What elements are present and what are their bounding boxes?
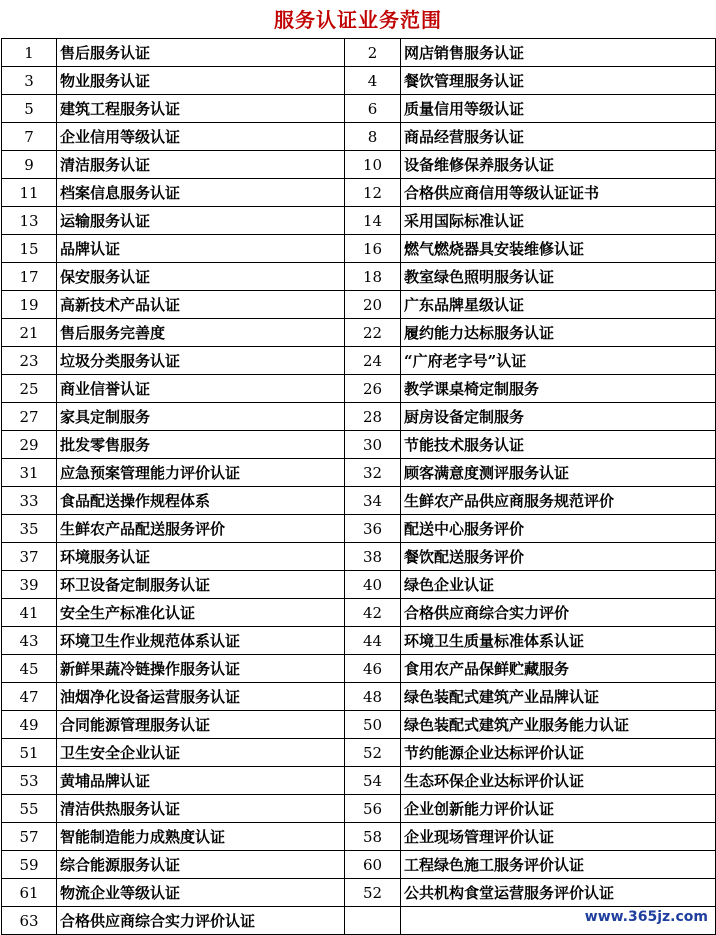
item-name: 燃气燃烧器具安装维修认证 — [401, 235, 716, 263]
table-row — [2, 655, 716, 683]
item-name: 企业信用等级认证 — [57, 123, 345, 151]
table-row — [2, 347, 716, 375]
item-number: 57 — [2, 823, 57, 851]
page-title: 服务认证业务范围 — [274, 8, 442, 32]
item-number: 8 — [345, 123, 401, 151]
item-name: 生态环保企业达标评价认证 — [401, 767, 716, 795]
item-name: 合格供应商综合实力评价认证 — [57, 907, 345, 935]
item-number: 33 — [2, 487, 57, 515]
item-number: 25 — [2, 375, 57, 403]
item-number: 48 — [345, 683, 401, 711]
item-name: 质量信用等级认证 — [401, 95, 716, 123]
item-name: 绿色装配式建筑产业服务能力认证 — [401, 711, 716, 739]
item-number: 40 — [345, 571, 401, 599]
item-name: 品牌认证 — [57, 235, 345, 263]
table-row — [2, 739, 716, 767]
item-number: 21 — [2, 319, 57, 347]
item-name: “广府老字号”认证 — [401, 347, 716, 375]
item-name: 生鲜农产品配送服务评价 — [57, 515, 345, 543]
item-name: 售后服务完善度 — [57, 319, 345, 347]
item-number: 22 — [345, 319, 401, 347]
item-number: 9 — [2, 151, 57, 179]
table-row — [2, 123, 716, 151]
item-number: 30 — [345, 431, 401, 459]
table-row — [2, 291, 716, 319]
item-number: 52 — [345, 879, 401, 907]
certification-table — [1, 38, 716, 935]
table-row — [2, 823, 716, 851]
item-name: 绿色企业认证 — [401, 571, 716, 599]
table-row — [2, 207, 716, 235]
item-name: 环境卫生作业规范体系认证 — [57, 627, 345, 655]
item-name: 安全生产标准化认证 — [57, 599, 345, 627]
item-number: 3 — [2, 67, 57, 95]
table-row — [2, 711, 716, 739]
item-number: 16 — [345, 235, 401, 263]
table-row — [2, 459, 716, 487]
item-name: 售后服务认证 — [57, 39, 345, 67]
item-name: 厨房设备定制服务 — [401, 403, 716, 431]
item-number: 26 — [345, 375, 401, 403]
item-name: 餐饮管理服务认证 — [401, 67, 716, 95]
item-number: 47 — [2, 683, 57, 711]
item-name: 教室绿色照明服务认证 — [401, 263, 716, 291]
item-name: 设备维修保养服务认证 — [401, 151, 716, 179]
item-number: 5 — [2, 95, 57, 123]
item-name: 顾客满意度测评服务认证 — [401, 459, 716, 487]
item-number: 1 — [2, 39, 57, 67]
item-number: 50 — [345, 711, 401, 739]
item-number: 45 — [2, 655, 57, 683]
table-row — [2, 851, 716, 879]
item-number: 10 — [345, 151, 401, 179]
item-name: 应急预案管理能力评价认证 — [57, 459, 345, 487]
item-name: 公共机构食堂运营服务评价认证 — [401, 879, 716, 907]
item-name: 物业服务认证 — [57, 67, 345, 95]
item-number: 49 — [2, 711, 57, 739]
item-number: 14 — [345, 207, 401, 235]
table-row — [2, 375, 716, 403]
table-row — [2, 319, 716, 347]
item-name: 合格供应商综合实力评价 — [401, 599, 716, 627]
item-name: 工程绿色施工服务评价认证 — [401, 851, 716, 879]
item-number — [345, 907, 401, 935]
table-row — [2, 263, 716, 291]
item-name: 节能技术服务认证 — [401, 431, 716, 459]
item-number: 43 — [2, 627, 57, 655]
item-number: 54 — [345, 767, 401, 795]
item-name: 环境服务认证 — [57, 543, 345, 571]
item-name: 采用国际标准认证 — [401, 207, 716, 235]
item-number: 61 — [2, 879, 57, 907]
table-row — [2, 599, 716, 627]
table-row — [2, 67, 716, 95]
item-name: 运输服务认证 — [57, 207, 345, 235]
table-row — [2, 431, 716, 459]
item-name: 家具定制服务 — [57, 403, 345, 431]
item-name: 企业现场管理评价认证 — [401, 823, 716, 851]
item-number: 29 — [2, 431, 57, 459]
item-name: 履约能力达标服务认证 — [401, 319, 716, 347]
item-name: 合格供应商信用等级认证证书 — [401, 179, 716, 207]
item-number: 41 — [2, 599, 57, 627]
item-number: 27 — [2, 403, 57, 431]
item-name: 清洁供热服务认证 — [57, 795, 345, 823]
item-name: 高新技术产品认证 — [57, 291, 345, 319]
item-number: 20 — [345, 291, 401, 319]
item-number: 23 — [2, 347, 57, 375]
table-row — [2, 487, 716, 515]
item-name: 节约能源企业达标评价认证 — [401, 739, 716, 767]
item-number: 32 — [345, 459, 401, 487]
item-number: 6 — [345, 95, 401, 123]
item-number: 34 — [345, 487, 401, 515]
item-number: 39 — [2, 571, 57, 599]
item-name: 合同能源管理服务认证 — [57, 711, 345, 739]
item-number: 2 — [345, 39, 401, 67]
table-row — [2, 235, 716, 263]
item-number: 24 — [345, 347, 401, 375]
item-name: 黄埔品牌认证 — [57, 767, 345, 795]
item-name: 卫生安全企业认证 — [57, 739, 345, 767]
item-name: 清洁服务认证 — [57, 151, 345, 179]
table-row — [2, 683, 716, 711]
item-name: 环境卫生质量标准体系认证 — [401, 627, 716, 655]
item-name: 绿色装配式建筑产业品牌认证 — [401, 683, 716, 711]
item-name: 餐饮配送服务评价 — [401, 543, 716, 571]
item-name: 档案信息服务认证 — [57, 179, 345, 207]
item-number: 63 — [2, 907, 57, 935]
item-name: 食品配送操作规程体系 — [57, 487, 345, 515]
item-number: 12 — [345, 179, 401, 207]
table-row — [2, 795, 716, 823]
item-name: 商品经营服务认证 — [401, 123, 716, 151]
item-name: 配送中心服务评价 — [401, 515, 716, 543]
table-row — [2, 95, 716, 123]
item-name: 油烟净化设备运营服务认证 — [57, 683, 345, 711]
item-name: 网店销售服务认证 — [401, 39, 716, 67]
item-number: 13 — [2, 207, 57, 235]
item-number: 36 — [345, 515, 401, 543]
item-number: 28 — [345, 403, 401, 431]
item-name: 保安服务认证 — [57, 263, 345, 291]
item-number: 58 — [345, 823, 401, 851]
table-row — [2, 627, 716, 655]
watermark: www.365jz.com — [584, 909, 708, 925]
item-name: 综合能源服务认证 — [57, 851, 345, 879]
item-number: 55 — [2, 795, 57, 823]
item-number: 51 — [2, 739, 57, 767]
item-number: 38 — [345, 543, 401, 571]
item-name: 垃圾分类服务认证 — [57, 347, 345, 375]
item-number: 17 — [2, 263, 57, 291]
item-name: 食用农产品保鲜贮藏服务 — [401, 655, 716, 683]
item-number: 46 — [345, 655, 401, 683]
table-row — [2, 543, 716, 571]
item-number: 7 — [2, 123, 57, 151]
item-number: 4 — [345, 67, 401, 95]
item-number: 56 — [345, 795, 401, 823]
item-name: 建筑工程服务认证 — [57, 95, 345, 123]
item-name: 商业信誉认证 — [57, 375, 345, 403]
item-name: 智能制造能力成熟度认证 — [57, 823, 345, 851]
table-row — [2, 515, 716, 543]
item-name: 广东品牌星级认证 — [401, 291, 716, 319]
item-number: 15 — [2, 235, 57, 263]
table-row — [2, 179, 716, 207]
item-number: 18 — [345, 263, 401, 291]
item-name: 教学课桌椅定制服务 — [401, 375, 716, 403]
item-name: 物流企业等级认证 — [57, 879, 345, 907]
table-row — [2, 403, 716, 431]
item-name: 新鲜果蔬冷链操作服务认证 — [57, 655, 345, 683]
item-number: 35 — [2, 515, 57, 543]
item-number: 31 — [2, 459, 57, 487]
item-number: 60 — [345, 851, 401, 879]
item-number: 44 — [345, 627, 401, 655]
item-name: 环卫设备定制服务认证 — [57, 571, 345, 599]
item-name: 企业创新能力评价认证 — [401, 795, 716, 823]
item-number: 19 — [2, 291, 57, 319]
item-number: 37 — [2, 543, 57, 571]
table-row — [2, 767, 716, 795]
item-name: 生鲜农产品供应商服务规范评价 — [401, 487, 716, 515]
item-name: 批发零售服务 — [57, 431, 345, 459]
item-number: 53 — [2, 767, 57, 795]
item-number: 11 — [2, 179, 57, 207]
table-row — [2, 39, 716, 67]
item-number: 59 — [2, 851, 57, 879]
item-number: 52 — [345, 739, 401, 767]
table-row — [2, 879, 716, 907]
table-row — [2, 151, 716, 179]
item-number: 42 — [345, 599, 401, 627]
table-row — [2, 571, 716, 599]
